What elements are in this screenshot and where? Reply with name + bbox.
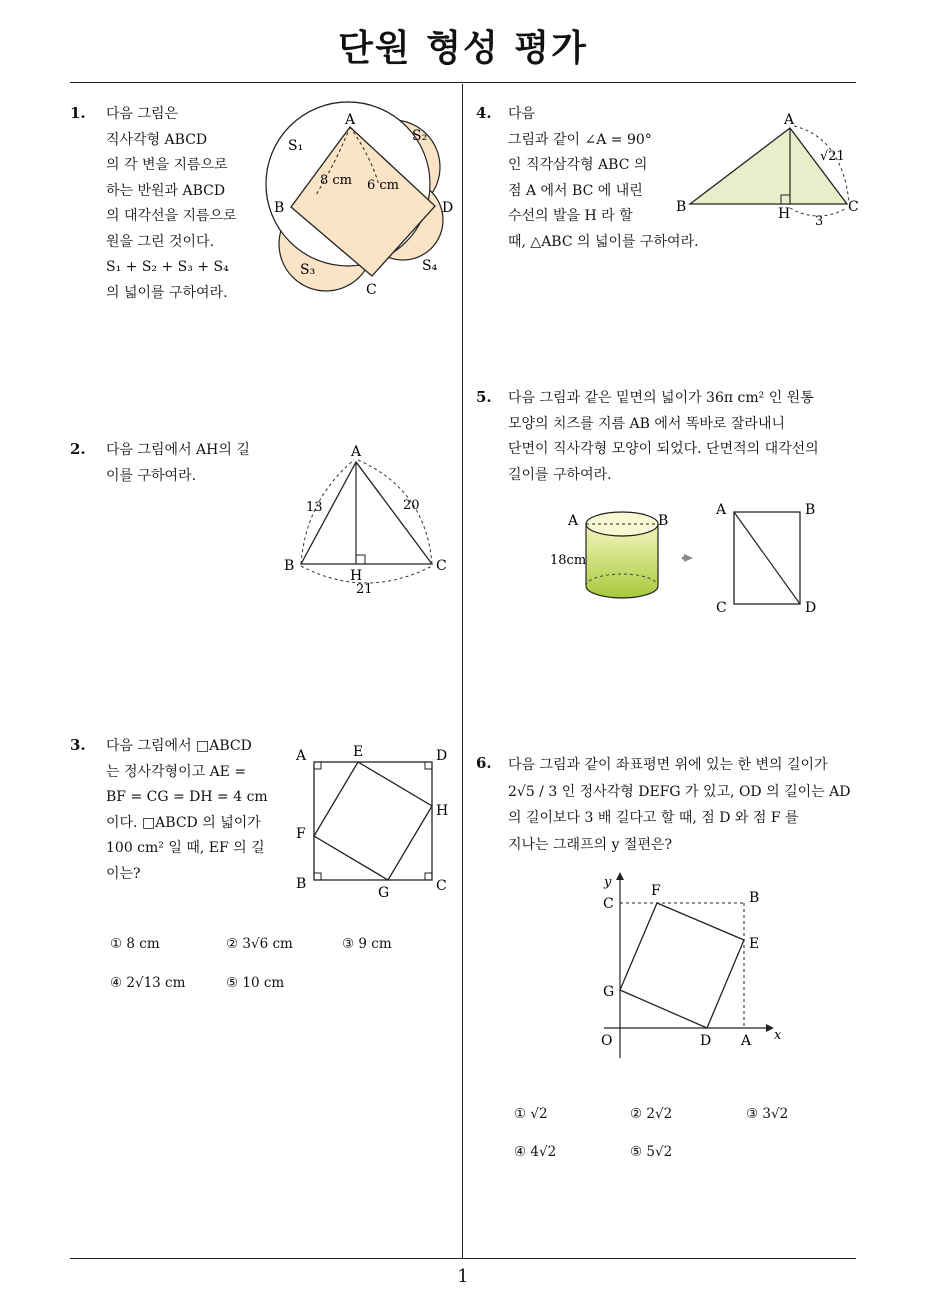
arrow-shaft (682, 557, 686, 560)
label-f: F (651, 883, 661, 899)
label-y: y (604, 875, 612, 890)
question-2-text (106, 438, 250, 489)
question-3-line: 는 정사각형이고 AE = (106, 763, 247, 780)
right-angle-mark (356, 555, 365, 564)
label-a2: A (716, 502, 727, 518)
label-d: D (436, 748, 448, 764)
label-d: D (805, 600, 817, 616)
question-4-line: 그림과 같이 ∠A = 90° (508, 131, 652, 148)
square-abcd (314, 762, 432, 880)
question-6-line: 지나는 그래프의 y 절편은? (508, 836, 673, 853)
question-2-line: 이를 구하여라. (106, 467, 197, 484)
label-a: A (741, 1033, 752, 1049)
question-1-figure (262, 100, 472, 300)
label-d: D (700, 1033, 712, 1049)
question-4-line: 수선의 발을 H 라 할 (508, 208, 633, 224)
label-sqrt21: √21 (820, 149, 845, 164)
choice-1[interactable]: ① 8 cm (110, 936, 160, 952)
question-1-line: 하는 반원과 ABCD (106, 182, 226, 199)
label-d: D (442, 200, 454, 216)
choice-2[interactable]: ② 3√6 cm (226, 936, 293, 952)
label-s1: S₁ (288, 138, 304, 154)
label-a: A (351, 444, 362, 460)
question-6-line: 의 길이보다 3 배 길다고 할 때, 점 D 와 점 F 를 (508, 810, 799, 826)
label-13: 13 (306, 500, 323, 515)
choice-4[interactable]: ④ 2√13 cm (110, 975, 186, 991)
question-4-text (508, 102, 699, 255)
question-5-number: 5. (476, 388, 492, 406)
question-5-line: 길이를 구하여라. (508, 466, 612, 483)
label-21: 21 (356, 582, 373, 597)
question-3-line: 이다. □ABCD 의 넓이가 (106, 814, 261, 831)
choice-4[interactable]: ④ 4√2 (514, 1144, 557, 1160)
label-s4: S₄ (422, 258, 438, 274)
bottom-divider (70, 1258, 856, 1259)
question-2-figure (276, 440, 456, 600)
question-5-line: 모양의 치즈를 지름 AB 에서 똑바로 잘라내니 (508, 415, 786, 432)
label-x: x (774, 1028, 782, 1043)
cross-section-diagonal (734, 512, 800, 604)
label-a: A (568, 513, 579, 529)
question-1-line: 다음 그림은 (106, 106, 179, 122)
question-2-line: 다음 그림에서 AH의 길 (106, 442, 250, 458)
label-3: 3 (815, 214, 824, 228)
label-b: B (676, 199, 687, 215)
question-1-line: 의 대각선을 지름으로 (106, 208, 237, 224)
question-4-number: 4. (476, 104, 492, 122)
question-1-line: 직사각형 ABCD (106, 131, 208, 148)
question-5-line: 다음 그림과 같은 밑면의 넓이가 36π cm² 인 원통 (508, 390, 814, 406)
question-4-line: 점 A 에서 BC 에 내린 (508, 182, 643, 199)
label-c: C (603, 896, 614, 912)
label-h: H (350, 568, 363, 584)
label-c: C (436, 558, 447, 574)
label-h: H (778, 206, 791, 222)
question-4-line: 인 직각삼각형 ABC 의 (508, 157, 648, 173)
question-3-line: 다음 그림에서 □ABCD (106, 738, 252, 754)
label-18cm: 18cm (550, 553, 587, 568)
choice-5[interactable]: ⑤ 10 cm (226, 975, 285, 991)
square-efgh (314, 762, 432, 880)
question-3-figure (290, 740, 460, 900)
page-number: 1 (457, 1266, 469, 1287)
label-a: A (345, 112, 356, 128)
label-s2: S₂ (412, 128, 428, 144)
square-defg (620, 903, 744, 1028)
question-6-line: 2√5 / 3 인 정사각형 DEFG 가 있고, OD 의 길이는 AD (508, 783, 851, 800)
question-1-line: 원을 그린 것이다. (106, 233, 215, 250)
question-1-line: 의 넓이를 구하여라. (106, 284, 228, 301)
question-4-line: 다음 (508, 106, 536, 122)
label-e: E (749, 936, 760, 952)
choice-3[interactable]: ③ 3√2 (746, 1106, 789, 1122)
choice-1[interactable]: ① √2 (514, 1106, 548, 1122)
label-b: B (658, 513, 669, 529)
choice-5[interactable]: ⑤ 5√2 (630, 1144, 673, 1160)
label-a: A (296, 748, 307, 764)
label-6cm: 6 cm (367, 178, 400, 193)
question-1-text (106, 102, 237, 306)
label-b: B (749, 890, 760, 906)
label-s3: S₃ (300, 262, 316, 278)
label-f: F (296, 826, 306, 842)
label-g: G (378, 885, 390, 900)
question-3-line: BF = CG = DH = 4 cm (106, 789, 268, 805)
label-c: C (366, 282, 377, 298)
x-axis-arrow-icon (766, 1024, 774, 1032)
label-20: 20 (403, 498, 420, 513)
right-angle-marks (314, 762, 432, 880)
label-e: E (353, 744, 364, 760)
question-4-figure (672, 108, 872, 228)
dim-21 (301, 566, 432, 583)
label-c: C (848, 199, 859, 215)
label-o: O (601, 1033, 613, 1049)
triangle-abc (690, 128, 847, 204)
choice-3[interactable]: ③ 9 cm (342, 936, 392, 952)
label-b2: B (805, 502, 816, 518)
question-4-line: 때, △ABC 의 넓이를 구하여라. (508, 233, 699, 250)
label-c: C (436, 878, 447, 894)
question-6-text (508, 752, 850, 858)
question-3-text (106, 734, 268, 887)
question-5-figure (540, 496, 840, 626)
label-c: C (716, 600, 727, 616)
label-a: A (784, 112, 795, 128)
question-1-line: 의 각 변을 지름으로 (106, 157, 228, 173)
question-3-line: 이는? (106, 865, 141, 882)
top-divider (70, 82, 856, 83)
label-b: B (274, 200, 285, 216)
y-axis-arrow-icon (616, 872, 624, 880)
question-2-number: 2. (70, 440, 86, 458)
question-5-text (508, 386, 819, 488)
question-5-line: 단면이 직사각형 모양이 되었다. 단면적의 대각선의 (508, 441, 819, 457)
label-8cm: 8 cm (320, 173, 353, 188)
question-6-number: 6. (476, 754, 492, 772)
label-g: G (603, 984, 615, 1000)
question-1-number: 1. (70, 104, 86, 122)
question-6-figure (590, 870, 790, 1060)
choice-2[interactable]: ② 2√2 (630, 1106, 673, 1122)
page-title: 단원 형성 평가 (338, 28, 588, 69)
question-1-line: S₁ + S₂ + S₃ + S₄ (106, 259, 229, 275)
question-3-number: 3. (70, 736, 86, 754)
question-6-line: 다음 그림과 같이 좌표평면 위에 있는 한 변의 길이가 (508, 757, 828, 773)
label-b: B (296, 876, 307, 892)
label-h: H (436, 803, 449, 819)
label-b: B (284, 558, 295, 574)
question-3-line: 100 cm² 일 때, EF 의 길 (106, 840, 265, 856)
